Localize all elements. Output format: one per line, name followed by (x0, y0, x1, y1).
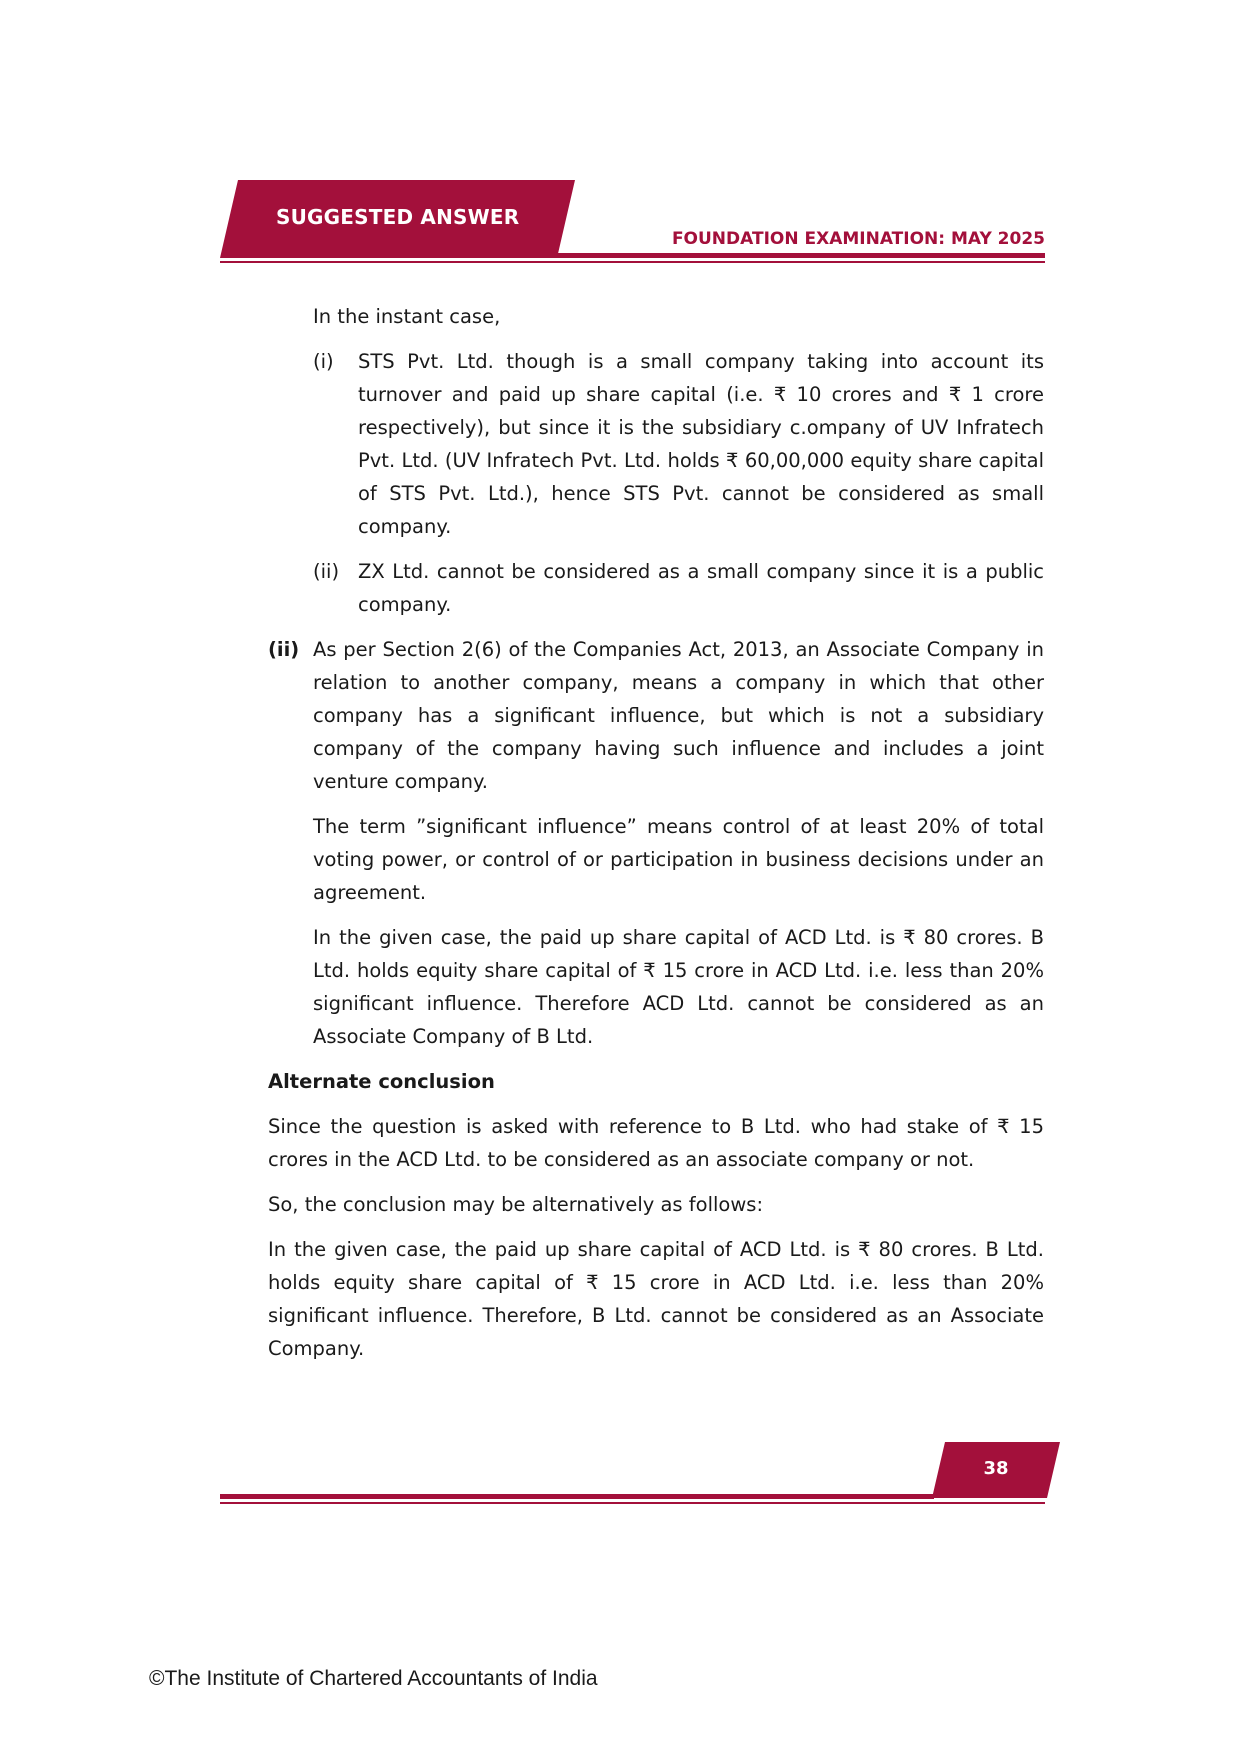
sub-item-i (268, 345, 1044, 543)
answer-item-text: As per Section 2(6) of the Companies Act, 2013, an Associate Company in relation to another company, means a company in which that other company has a significant influence, but which is not a subsidiary company of the company having such influence and includes a joint venture company. (313, 638, 1044, 793)
given-case-paragraph: In the given case, the paid up share capital of ACD Ltd. is ₹ 80 crores. B Ltd. holds equity share capital of ₹ 15 crore in ACD Ltd. i.e. less than 20% significant influence. Therefore ACD Ltd. cannot be considered as an Associate Company of B Ltd. (313, 926, 1044, 1048)
sub-item-text: ZX Ltd. cannot be considered as a small company since it is a public company. (358, 560, 1044, 616)
sub-item-number: (i) (313, 350, 334, 373)
footer-rule-thick (220, 1494, 934, 1499)
answer-body (268, 300, 1044, 1377)
sub-item-number: (ii) (313, 560, 340, 583)
alternate-paragraph-2: So, the conclusion may be alternatively as follows: (268, 1193, 764, 1216)
sub-item-text: STS Pvt. Ltd. though is a small company taking into account its turnover and paid up share capital (i.e. ₹ 10 crores and ₹ 1 crore respectively), but since it is the subsidiary c.ompany of UV Infratech Pvt. Ltd. (UV Infratech Pvt. Ltd. holds ₹ 60,00,000 equity share capital of STS Pvt. Ltd.), hence STS Pvt. cannot be considered as small company. (358, 350, 1044, 538)
header-rule-thin (220, 261, 1045, 263)
header-badge-label: SUGGESTED ANSWER (276, 205, 520, 229)
alternate-paragraph-3: In the given case, the paid up share capital of ACD Ltd. is ₹ 80 crores. B Ltd. holds equity share capital of ₹ 15 crore in ACD Ltd. i.e. less than 20% significant influence. Therefore, B Ltd. cannot be considered as an Associate Company. (268, 1238, 1044, 1360)
significant-influence-paragraph: The term ”significant influence” means control of at least 20% of total voting power, or control of or participation in business decisions under an agreement. (313, 815, 1044, 904)
alternate-conclusion-heading: Alternate conclusion (268, 1070, 495, 1093)
exam-title: FOUNDATION EXAMINATION: MAY 2025 (671, 229, 1045, 249)
footer-rule-thin (220, 1502, 1045, 1504)
page-number: 38 (983, 1458, 1009, 1479)
sub-item-ii (268, 555, 1044, 621)
copyright-notice: ©The Institute of Chartered Accountants of India (149, 1667, 598, 1690)
answer-item-number: (ii) (268, 638, 300, 661)
header-rule-thick (556, 253, 1045, 258)
answer-item-ii (268, 633, 1044, 798)
alternate-paragraph-1: Since the question is asked with reference to B Ltd. who had stake of ₹ 15 crores in the ACD Ltd. to be considered as an associate company or not. (268, 1115, 1044, 1171)
intro-paragraph: In the instant case, (313, 305, 501, 328)
